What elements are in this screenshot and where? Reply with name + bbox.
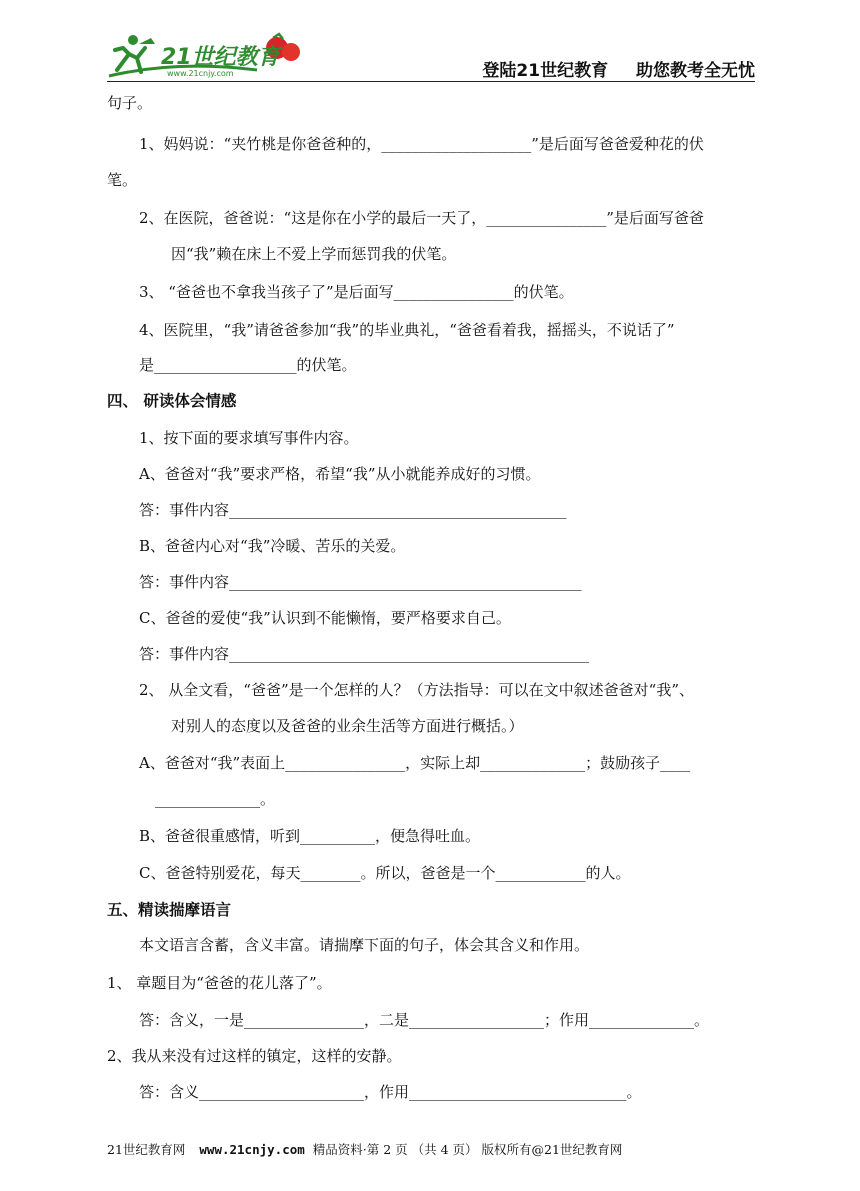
text-line: 3、 “爸爸也不拿我当孩子了”是后面写________________的伏笔。 — [139, 283, 574, 301]
text-line: 是___________________的伏笔。 — [139, 356, 357, 374]
section-heading-5: 五、精读揣摩语言 — [107, 901, 232, 919]
footer-site-link[interactable]: www.21cnjy.com — [199, 1142, 305, 1157]
text-line: 答：含义______________________，作用_____________________________。 — [139, 1083, 642, 1101]
page-footer — [107, 1140, 622, 1158]
text-line: 句子。 — [107, 94, 153, 112]
text-line: 2、在医院，爸爸说：“这是你在小学的最后一天了，________________”是后面写爸爸 — [139, 209, 704, 227]
text-line: 答：含义，一是________________，二是__________________；作用______________。 — [139, 1011, 710, 1029]
page-header — [107, 30, 755, 82]
text-line: 2、 从全文看，“爸爸”是一个怎样的人？（方法指导：可以在文中叙述爸爸对“我”、 — [139, 681, 694, 699]
text-line: 答：事件内容_____________________________________________ — [139, 501, 567, 519]
text-line: 对别人的态度以及爸爸的业余生活等方面进行概括。） — [171, 717, 524, 735]
text-line: 1、 章题目为“爸爸的花儿落了”。 — [107, 974, 332, 992]
text-line: ______________。 — [155, 790, 276, 808]
text-line: A、爸爸对“我”要求严格，希望“我”从小就能养成好的习惯。 — [139, 465, 541, 483]
text-line: 4、医院里，“我”请爸爸参加“我”的毕业典礼，“爸爸看着我，摇摇头，不说话了” — [139, 321, 675, 339]
header-slogan-1: 登陆21世纪教育 — [482, 61, 609, 81]
text-line: 笔。 — [107, 171, 138, 189]
text-line: B、爸爸内心对“我”冷暖、苦乐的关爱。 — [139, 537, 406, 555]
header-divider — [107, 81, 755, 82]
text-line: 本文语言含蓄，含义丰富。请揣摩下面的句子，体会其含义和作用。 — [139, 936, 590, 954]
text-line: C、爸爸特别爱花，每天________。所以，爸爸是一个____________的人。 — [139, 864, 631, 882]
section-heading-4: 四、 研读体会情感 — [107, 392, 237, 410]
header-slogan — [460, 56, 755, 81]
footer-right: 精品资料·第 2 页 （共 4 页） 版权所有@21世纪教育网 — [312, 1142, 623, 1157]
text-line: B、爸爸很重感情，听到__________，便急得吐血。 — [139, 827, 481, 845]
text-line: 因“我”赖在床上不爱上学而惩罚我的伏笔。 — [171, 245, 457, 263]
text-line: 答：事件内容________________________________________________ — [139, 645, 590, 663]
logo-21cnjy — [107, 30, 307, 80]
text-line: 1、妈妈说：“夹竹桃是你爸爸种的，____________________”是后面写爸爸爱种花的伏 — [139, 135, 704, 153]
text-line: C、爸爸的爱使“我”认识到不能懒惰，要严格要求自己。 — [139, 609, 511, 627]
svg-text:21世纪教育: 21世纪教育 — [161, 45, 280, 70]
header-slogan-2: 助您教考全无忧 — [636, 61, 755, 81]
text-line: 1、按下面的要求填写事件内容。 — [139, 429, 359, 447]
svg-text:www.21cnjy.com: www.21cnjy.com — [167, 69, 234, 78]
text-line: 2、我从来没有过这样的镇定，这样的安静。 — [107, 1047, 402, 1065]
text-line: 答：事件内容_______________________________________________ — [139, 573, 582, 591]
text-line: A、爸爸对“我”表面上________________，实际上却______________；鼓励孩子____ — [139, 754, 691, 772]
footer-left: 21世纪教育网 — [107, 1142, 186, 1157]
